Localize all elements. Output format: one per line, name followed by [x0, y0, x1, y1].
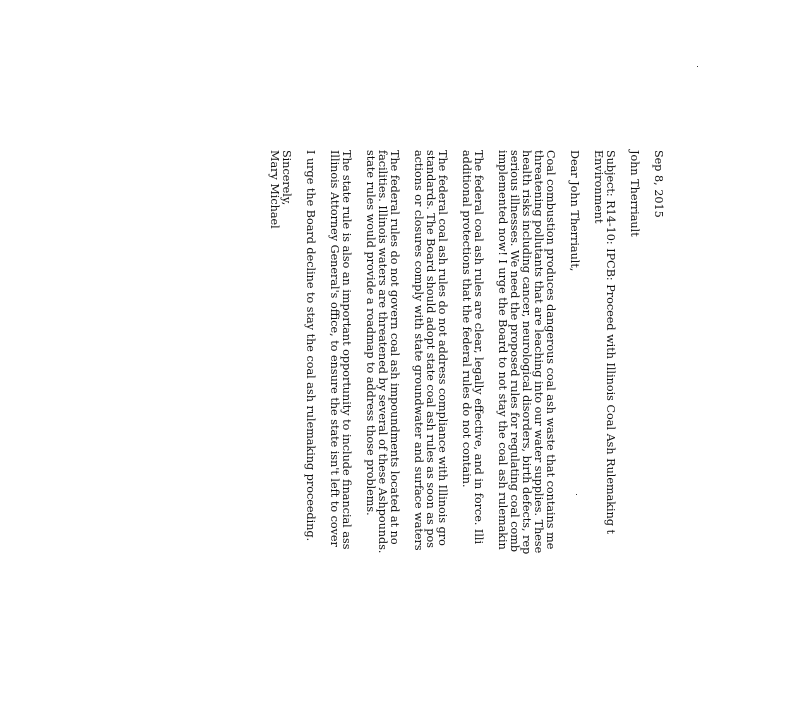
paragraph-3-line-3: actions or closures comply with state groundwater and surface waters	[412, 150, 425, 551]
letter-recipient: John Therriault	[628, 150, 641, 237]
paragraph-4-line-3: state rules would provide a roadmap to address those problems.	[364, 150, 377, 516]
paragraph-6-line-1: I urge the Board decline to stay the coal ash rulemaking proceeding.	[304, 150, 317, 542]
signature: Mary Michael	[268, 150, 281, 229]
paragraph-1-line-3: health risks including cancer, neurological disorders, birth defects, rep	[520, 150, 533, 555]
subject-line-1: Subject: R14-10: IPCB: Proceed with Illinois Coal Ash Rulemaking t	[604, 150, 617, 535]
paragraph-4-line-2: facilities. Illinois waters are threatened by several of these Ashpounds.	[376, 150, 389, 554]
paragraph-2-line-1: The federal coal ash rules are clear, legally effective, and in force. Illi	[472, 150, 485, 545]
salutation: Dear John Therriault,	[568, 150, 581, 272]
paragraph-5-line-1: The state rule is also an important opportunity to include financial ass	[340, 150, 353, 550]
rotated-letter	[264, 150, 664, 710]
paragraph-4-line-1: The federal rules do not govern coal ash impoundments located at no	[388, 150, 401, 545]
paragraph-3-line-1: The federal coal ash rules do not address compliance with Illinois gro	[436, 150, 449, 546]
paragraph-1-line-1: Coal combustion produces dangerous coal ash waste that contains me	[544, 150, 557, 550]
scan-speck	[576, 494, 577, 495]
paragraph-5-line-2: Illinois Attorney General's office, to ensure the state isn't left to cover	[328, 150, 341, 547]
scan-speck	[697, 66, 698, 67]
closing: Sincerely,	[280, 150, 293, 206]
paragraph-2-line-2: additional protections that the federal rules do not contain.	[460, 150, 473, 488]
subject-line-2: Environment	[592, 150, 605, 224]
paragraph-1-line-5: implemented now! I urge the Board to not stay the coal ash rulemakin	[496, 150, 509, 550]
letter-date: Sep 8, 2015	[652, 150, 665, 218]
paragraph-3-line-2: standards. The Board should adopt state coal ash rules as soon as pos	[424, 150, 437, 548]
paragraph-1-line-4: serious illnesses. We need the proposed rules for regulating coal comb	[508, 150, 521, 553]
paragraph-1-line-2: threatening pollutants that are leaching into our water supplies. These	[532, 150, 545, 554]
